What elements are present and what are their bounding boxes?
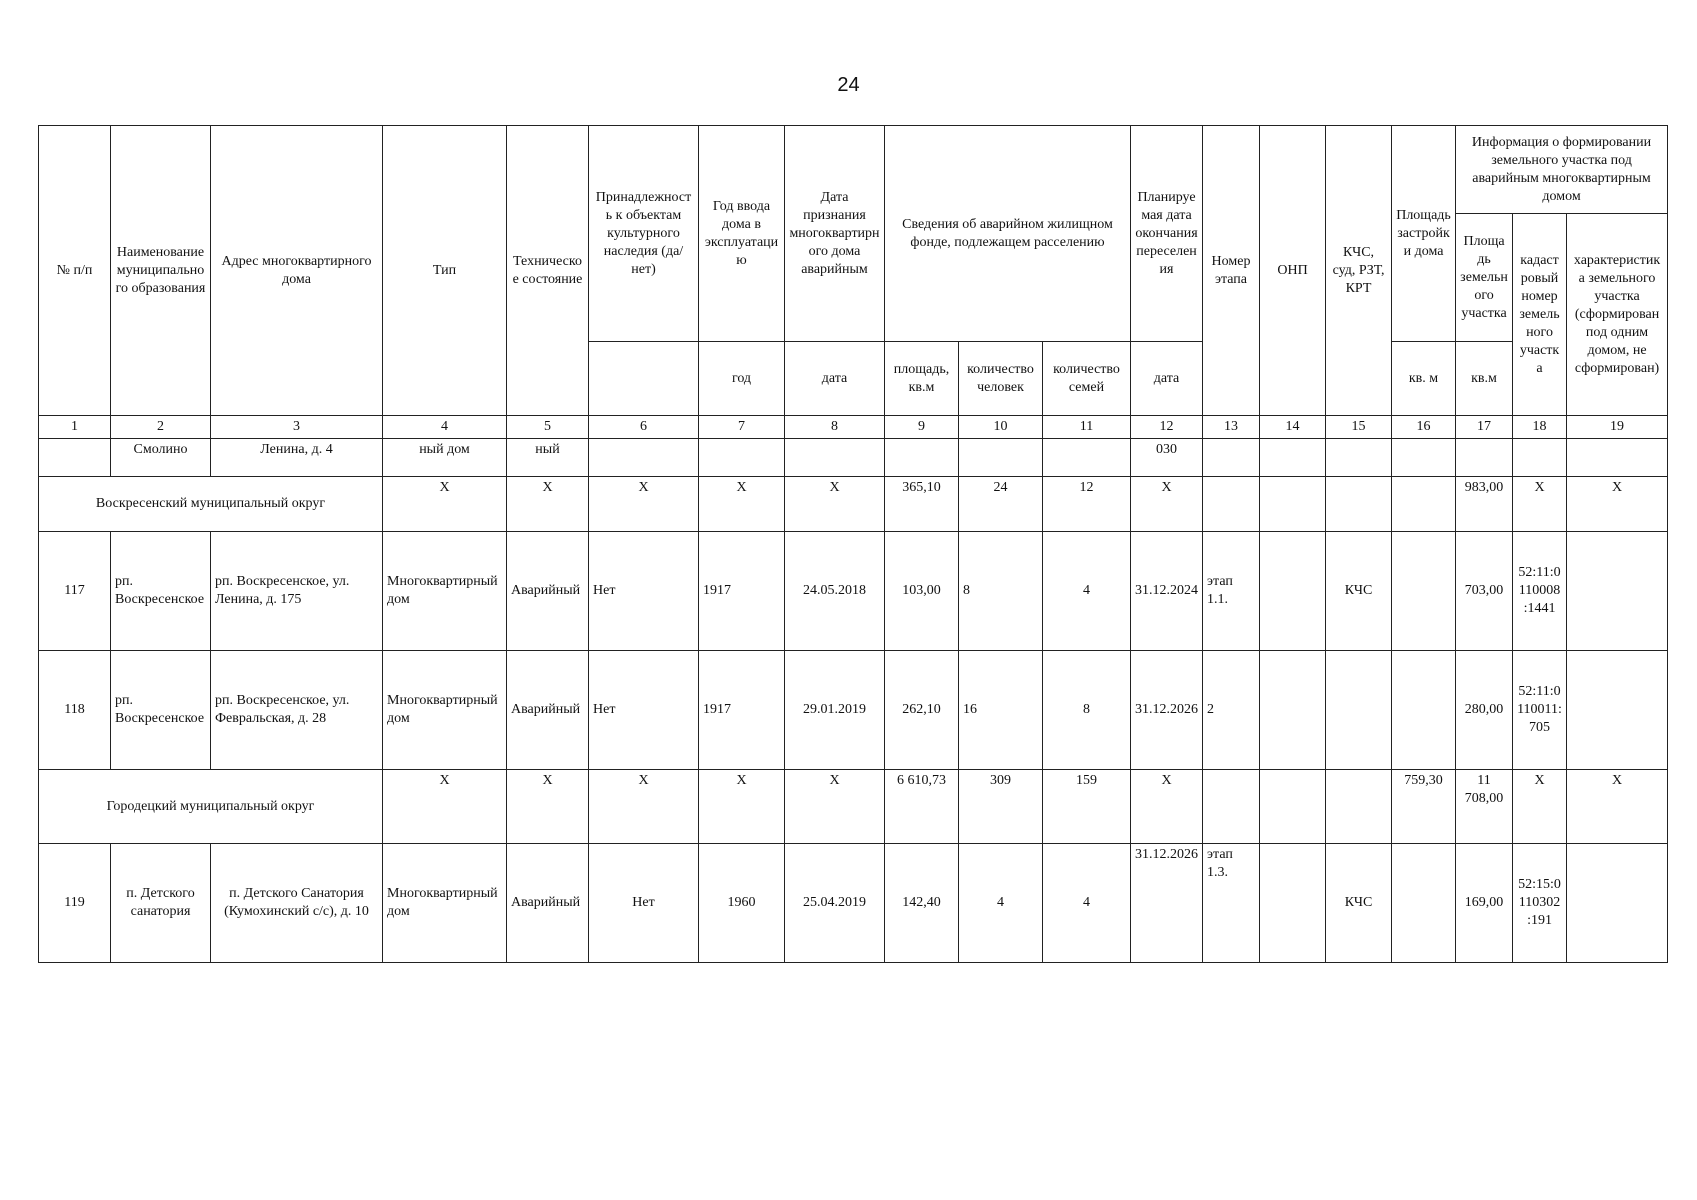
cell-land-area: 983,00 xyxy=(1456,477,1513,532)
cell-onp xyxy=(1260,844,1326,963)
cell-empty xyxy=(1043,439,1131,477)
cell-planned-date: X xyxy=(1131,770,1203,844)
cell-stage: этап 1.1. xyxy=(1203,532,1260,651)
cell-num: 118 xyxy=(39,651,111,770)
column-number: 18 xyxy=(1513,416,1567,439)
cell-families: 4 xyxy=(1043,532,1131,651)
cell-address: рп. Воскресенское, ул. Ленина, д. 175 xyxy=(211,532,383,651)
column-number: 9 xyxy=(885,416,959,439)
table-row xyxy=(39,844,1668,963)
cell-empty xyxy=(885,439,959,477)
cell-cadastral: 52:11:0110011:705 xyxy=(1513,651,1567,770)
cell-families: 159 xyxy=(1043,770,1131,844)
header-land-info: Информация о формировании земельного участка под аварийным многоквартирным домом xyxy=(1456,126,1668,214)
cell-planned-date: 31.12.2026 xyxy=(1131,651,1203,770)
cell-empty xyxy=(1203,439,1260,477)
header-sub-families: количество семей xyxy=(1043,342,1131,416)
cell-year: X xyxy=(699,477,785,532)
district-summary-row xyxy=(39,770,1668,844)
cell-recognition-date: 24.05.2018 xyxy=(785,532,885,651)
cell-onp xyxy=(1260,770,1326,844)
cell-kchs xyxy=(1326,770,1392,844)
header-sub-year: год xyxy=(699,342,785,416)
cell-heritage: Нет xyxy=(589,844,699,963)
cell-people: 4 xyxy=(959,844,1043,963)
cell-recognition-date: X xyxy=(785,477,885,532)
cell-building-area: 759,30 xyxy=(1392,770,1456,844)
header-year: Год ввода дома в эксплуатацию xyxy=(699,126,785,342)
cell-land-area: 169,00 xyxy=(1456,844,1513,963)
cell-onp xyxy=(1260,532,1326,651)
column-number: 3 xyxy=(211,416,383,439)
column-number: 4 xyxy=(383,416,507,439)
cell-stage: 2 xyxy=(1203,651,1260,770)
cell-tech-state: Аварийный xyxy=(507,532,589,651)
column-number: 12 xyxy=(1131,416,1203,439)
column-number-row xyxy=(39,416,1668,439)
cell-kchs: КЧС xyxy=(1326,532,1392,651)
header-land-character: характеристика земельного участка (сформирован под одним домом, не сформирован) xyxy=(1567,214,1668,416)
cell-tech-state: X xyxy=(507,477,589,532)
cell-land-character xyxy=(1567,532,1668,651)
column-number: 7 xyxy=(699,416,785,439)
cell-type: X xyxy=(383,770,507,844)
header-kchs: КЧС, суд, РЗТ, КРТ xyxy=(1326,126,1392,416)
cell-onp xyxy=(1260,651,1326,770)
cell-kchs xyxy=(1326,477,1392,532)
cell-land-area: 703,00 xyxy=(1456,532,1513,651)
header-heritage: Принадлежность к объектам культурного наследия (да/нет) xyxy=(589,126,699,342)
cell-year: 1917 xyxy=(699,532,785,651)
column-number: 14 xyxy=(1260,416,1326,439)
column-number: 15 xyxy=(1326,416,1392,439)
cell-planned-date: 030 xyxy=(1131,439,1203,477)
cell-empty xyxy=(785,439,885,477)
cell-tech-state: Аварийный xyxy=(507,844,589,963)
cell-type: Многоквартирный дом xyxy=(383,532,507,651)
cell-area: 6 610,73 xyxy=(885,770,959,844)
header-municipality: Наименование муниципального образования xyxy=(111,126,211,416)
cell-area: 142,40 xyxy=(885,844,959,963)
cell-families: 4 xyxy=(1043,844,1131,963)
column-number: 13 xyxy=(1203,416,1260,439)
cell-empty xyxy=(959,439,1043,477)
cell-tech-state: ный xyxy=(507,439,589,477)
table-row xyxy=(39,651,1668,770)
header-sub-area: площадь, кв.м xyxy=(885,342,959,416)
cell-empty xyxy=(1326,439,1392,477)
cell-people: 16 xyxy=(959,651,1043,770)
page-number: 24 xyxy=(837,74,860,96)
cell-planned-date: X xyxy=(1131,477,1203,532)
cell-heritage: Нет xyxy=(589,651,699,770)
cell-num: 119 xyxy=(39,844,111,963)
cell-building-area xyxy=(1392,844,1456,963)
header-num: № п/п xyxy=(39,126,111,416)
cell-recognition-date: 25.04.2019 xyxy=(785,844,885,963)
column-number: 1 xyxy=(39,416,111,439)
table-header xyxy=(39,126,1668,439)
cell-recognition-date: X xyxy=(785,770,885,844)
cell-building-area xyxy=(1392,477,1456,532)
column-number: 2 xyxy=(111,416,211,439)
cell-building-area xyxy=(1392,532,1456,651)
cell-address: п. Детского Санатория (Кумохинский с/с), д. 10 xyxy=(211,844,383,963)
cell-land-character: X xyxy=(1567,477,1668,532)
header-unit-building-area: кв. м xyxy=(1392,342,1456,416)
cell-year: X xyxy=(699,770,785,844)
cell-heritage: X xyxy=(589,770,699,844)
column-number: 19 xyxy=(1567,416,1668,439)
cell-num xyxy=(39,439,111,477)
column-number: 11 xyxy=(1043,416,1131,439)
header-onp: ОНП xyxy=(1260,126,1326,416)
cell-stage xyxy=(1203,770,1260,844)
cell-empty xyxy=(1392,439,1456,477)
header-building-area: Площадь застройки дома xyxy=(1392,126,1456,342)
district-name: Воскресенский муниципальный округ xyxy=(39,477,383,532)
cell-area: 262,10 xyxy=(885,651,959,770)
cell-empty xyxy=(699,439,785,477)
header-sub-date: дата xyxy=(785,342,885,416)
header-planned-date: Планируемая дата окончания переселения xyxy=(1131,126,1203,342)
table-body xyxy=(39,439,1668,963)
cell-land-character xyxy=(1567,844,1668,963)
header-cadastral: кадастровый номер земельного участка xyxy=(1513,214,1567,416)
continued-row xyxy=(39,439,1668,477)
cell-address: рп. Воскресенское, ул. Февральская, д. 28 xyxy=(211,651,383,770)
cell-empty xyxy=(1260,439,1326,477)
cell-recognition-date: 29.01.2019 xyxy=(785,651,885,770)
header-address: Адрес многоквартирного дома xyxy=(211,126,383,416)
cell-empty xyxy=(1513,439,1567,477)
header-land-area: Площадь земельного участка xyxy=(1456,214,1513,342)
column-number: 10 xyxy=(959,416,1043,439)
header-tech-state: Техническое состояние xyxy=(507,126,589,416)
cell-area: 103,00 xyxy=(885,532,959,651)
cell-municipality: п. Детского санатория xyxy=(111,844,211,963)
cell-year: 1960 xyxy=(699,844,785,963)
district-name: Городецкий муниципальный округ xyxy=(39,770,383,844)
column-number: 6 xyxy=(589,416,699,439)
cell-num: 117 xyxy=(39,532,111,651)
cell-tech-state: Аварийный xyxy=(507,651,589,770)
cell-people: 24 xyxy=(959,477,1043,532)
cell-municipality: Смолино xyxy=(111,439,211,477)
cell-families: 12 xyxy=(1043,477,1131,532)
header-emergency-fund: Сведения об аварийном жилищном фонде, подлежащем расселению xyxy=(885,126,1131,342)
cell-type: Многоквартирный дом xyxy=(383,651,507,770)
cell-address: Ленина, д. 4 xyxy=(211,439,383,477)
cell-empty xyxy=(589,439,699,477)
cell-area: 365,10 xyxy=(885,477,959,532)
column-number: 8 xyxy=(785,416,885,439)
emergency-housing-table xyxy=(38,125,1668,963)
cell-land-area: 11 708,00 xyxy=(1456,770,1513,844)
cell-empty xyxy=(1456,439,1513,477)
cell-empty xyxy=(1567,439,1668,477)
cell-year: 1917 xyxy=(699,651,785,770)
column-number: 5 xyxy=(507,416,589,439)
cell-building-area xyxy=(1392,651,1456,770)
header-sub-people: количество человек xyxy=(959,342,1043,416)
table-row xyxy=(39,532,1668,651)
cell-onp xyxy=(1260,477,1326,532)
cell-cadastral: X xyxy=(1513,770,1567,844)
header-stage: Номер этапа xyxy=(1203,126,1260,416)
cell-municipality: рп. Воскресенское xyxy=(111,651,211,770)
cell-land-character xyxy=(1567,651,1668,770)
cell-families: 8 xyxy=(1043,651,1131,770)
header-recognition-date: Дата признания многоквартирного дома аварийным xyxy=(785,126,885,342)
cell-stage: этап 1.3. xyxy=(1203,844,1260,963)
cell-type: X xyxy=(383,477,507,532)
cell-land-character: X xyxy=(1567,770,1668,844)
cell-planned-date: 31.12.2026 xyxy=(1131,844,1203,963)
cell-municipality: рп. Воскресенское xyxy=(111,532,211,651)
cell-land-area: 280,00 xyxy=(1456,651,1513,770)
cell-tech-state: X xyxy=(507,770,589,844)
cell-type: ный дом xyxy=(383,439,507,477)
cell-people: 309 xyxy=(959,770,1043,844)
cell-stage xyxy=(1203,477,1260,532)
header-unit-land-area: кв.м xyxy=(1456,342,1513,416)
cell-cadastral: 52:11:0110008:1441 xyxy=(1513,532,1567,651)
column-number: 16 xyxy=(1392,416,1456,439)
header-heritage-blank xyxy=(589,342,699,416)
cell-cadastral: 52:15:0110302:191 xyxy=(1513,844,1567,963)
column-number: 17 xyxy=(1456,416,1513,439)
cell-kchs xyxy=(1326,651,1392,770)
header-type: Тип xyxy=(383,126,507,416)
cell-people: 8 xyxy=(959,532,1043,651)
cell-type: Многоквартирный дом xyxy=(383,844,507,963)
cell-planned-date: 31.12.2024 xyxy=(1131,532,1203,651)
cell-heritage: Нет xyxy=(589,532,699,651)
header-sub-planned: дата xyxy=(1131,342,1203,416)
cell-cadastral: X xyxy=(1513,477,1567,532)
district-summary-row xyxy=(39,477,1668,532)
cell-heritage: X xyxy=(589,477,699,532)
cell-kchs: КЧС xyxy=(1326,844,1392,963)
